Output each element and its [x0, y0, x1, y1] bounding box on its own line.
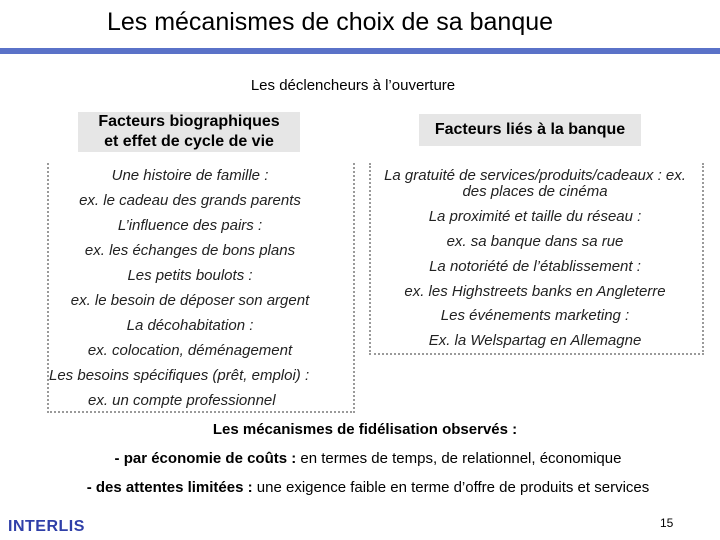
fidelisation-line-2-label: - des attentes limitées : — [86, 479, 253, 496]
title-divider — [0, 48, 720, 54]
section-subtitle: Les déclencheurs à l’ouverture — [250, 77, 456, 94]
fidelisation-line-1-label: - par économie de coûts : — [114, 450, 297, 467]
fidelisation-title: Les mécanismes de fidélisation observés : — [212, 421, 518, 438]
page-number: 15 — [660, 516, 674, 530]
fidelisation-line-1-text: en termes de temps, de relationnel, économique — [296, 450, 622, 467]
interlis-logo: INTERLIS — [8, 518, 85, 535]
right-item-heading: La proximité et taille du réseau : — [428, 208, 642, 225]
left-item-example: ex. le besoin de déposer son argent — [70, 292, 310, 309]
left-item-example: ex. le cadeau des grands parents — [79, 192, 301, 209]
right-item-example: Ex. la Welspartag en Allemagne — [428, 332, 642, 349]
right-item-example: ex. sa banque dans sa rue — [446, 233, 624, 250]
left-dotted-frame-right-edge — [353, 163, 355, 413]
right-column-header: Facteurs liés à la banque — [419, 114, 641, 146]
right-item-example: des places de cinéma — [462, 183, 608, 200]
right-item-heading: Les événements marketing : — [440, 307, 630, 324]
left-item-example: ex. un compte professionnel — [88, 392, 276, 409]
page-title: Les mécanismes de choix de sa banque — [106, 8, 554, 36]
left-item-example: ex. colocation, déménagement — [87, 342, 293, 359]
left-item-heading: La décohabitation : — [126, 317, 254, 334]
left-item-heading: L’influence des pairs : — [117, 217, 263, 234]
fidelisation-line-2 — [0, 479, 720, 496]
left-item-heading: Les besoins spécifiques (prêt, emploi) : — [49, 367, 310, 384]
left-item-heading: Une histoire de famille : — [111, 167, 269, 184]
right-item-heading: La gratuité de services/produits/cadeaux : ex. — [384, 167, 686, 184]
right-item-example: ex. les Highstreets banks en Angleterre — [404, 283, 666, 300]
left-header-line-1: Facteurs biographiques — [98, 113, 280, 130]
fidelisation-line-2-text: une exigence faible en terme d’offre de produits et services — [252, 479, 650, 496]
left-column-header — [78, 112, 300, 152]
right-item-heading: La notoriété de l’établissement : — [429, 258, 641, 275]
left-item-heading: Les petits boulots : — [127, 267, 253, 284]
left-item-example: ex. les échanges de bons plans — [84, 242, 296, 259]
left-header-line-2: et effet de cycle de vie — [104, 133, 274, 150]
fidelisation-line-1 — [0, 450, 720, 467]
